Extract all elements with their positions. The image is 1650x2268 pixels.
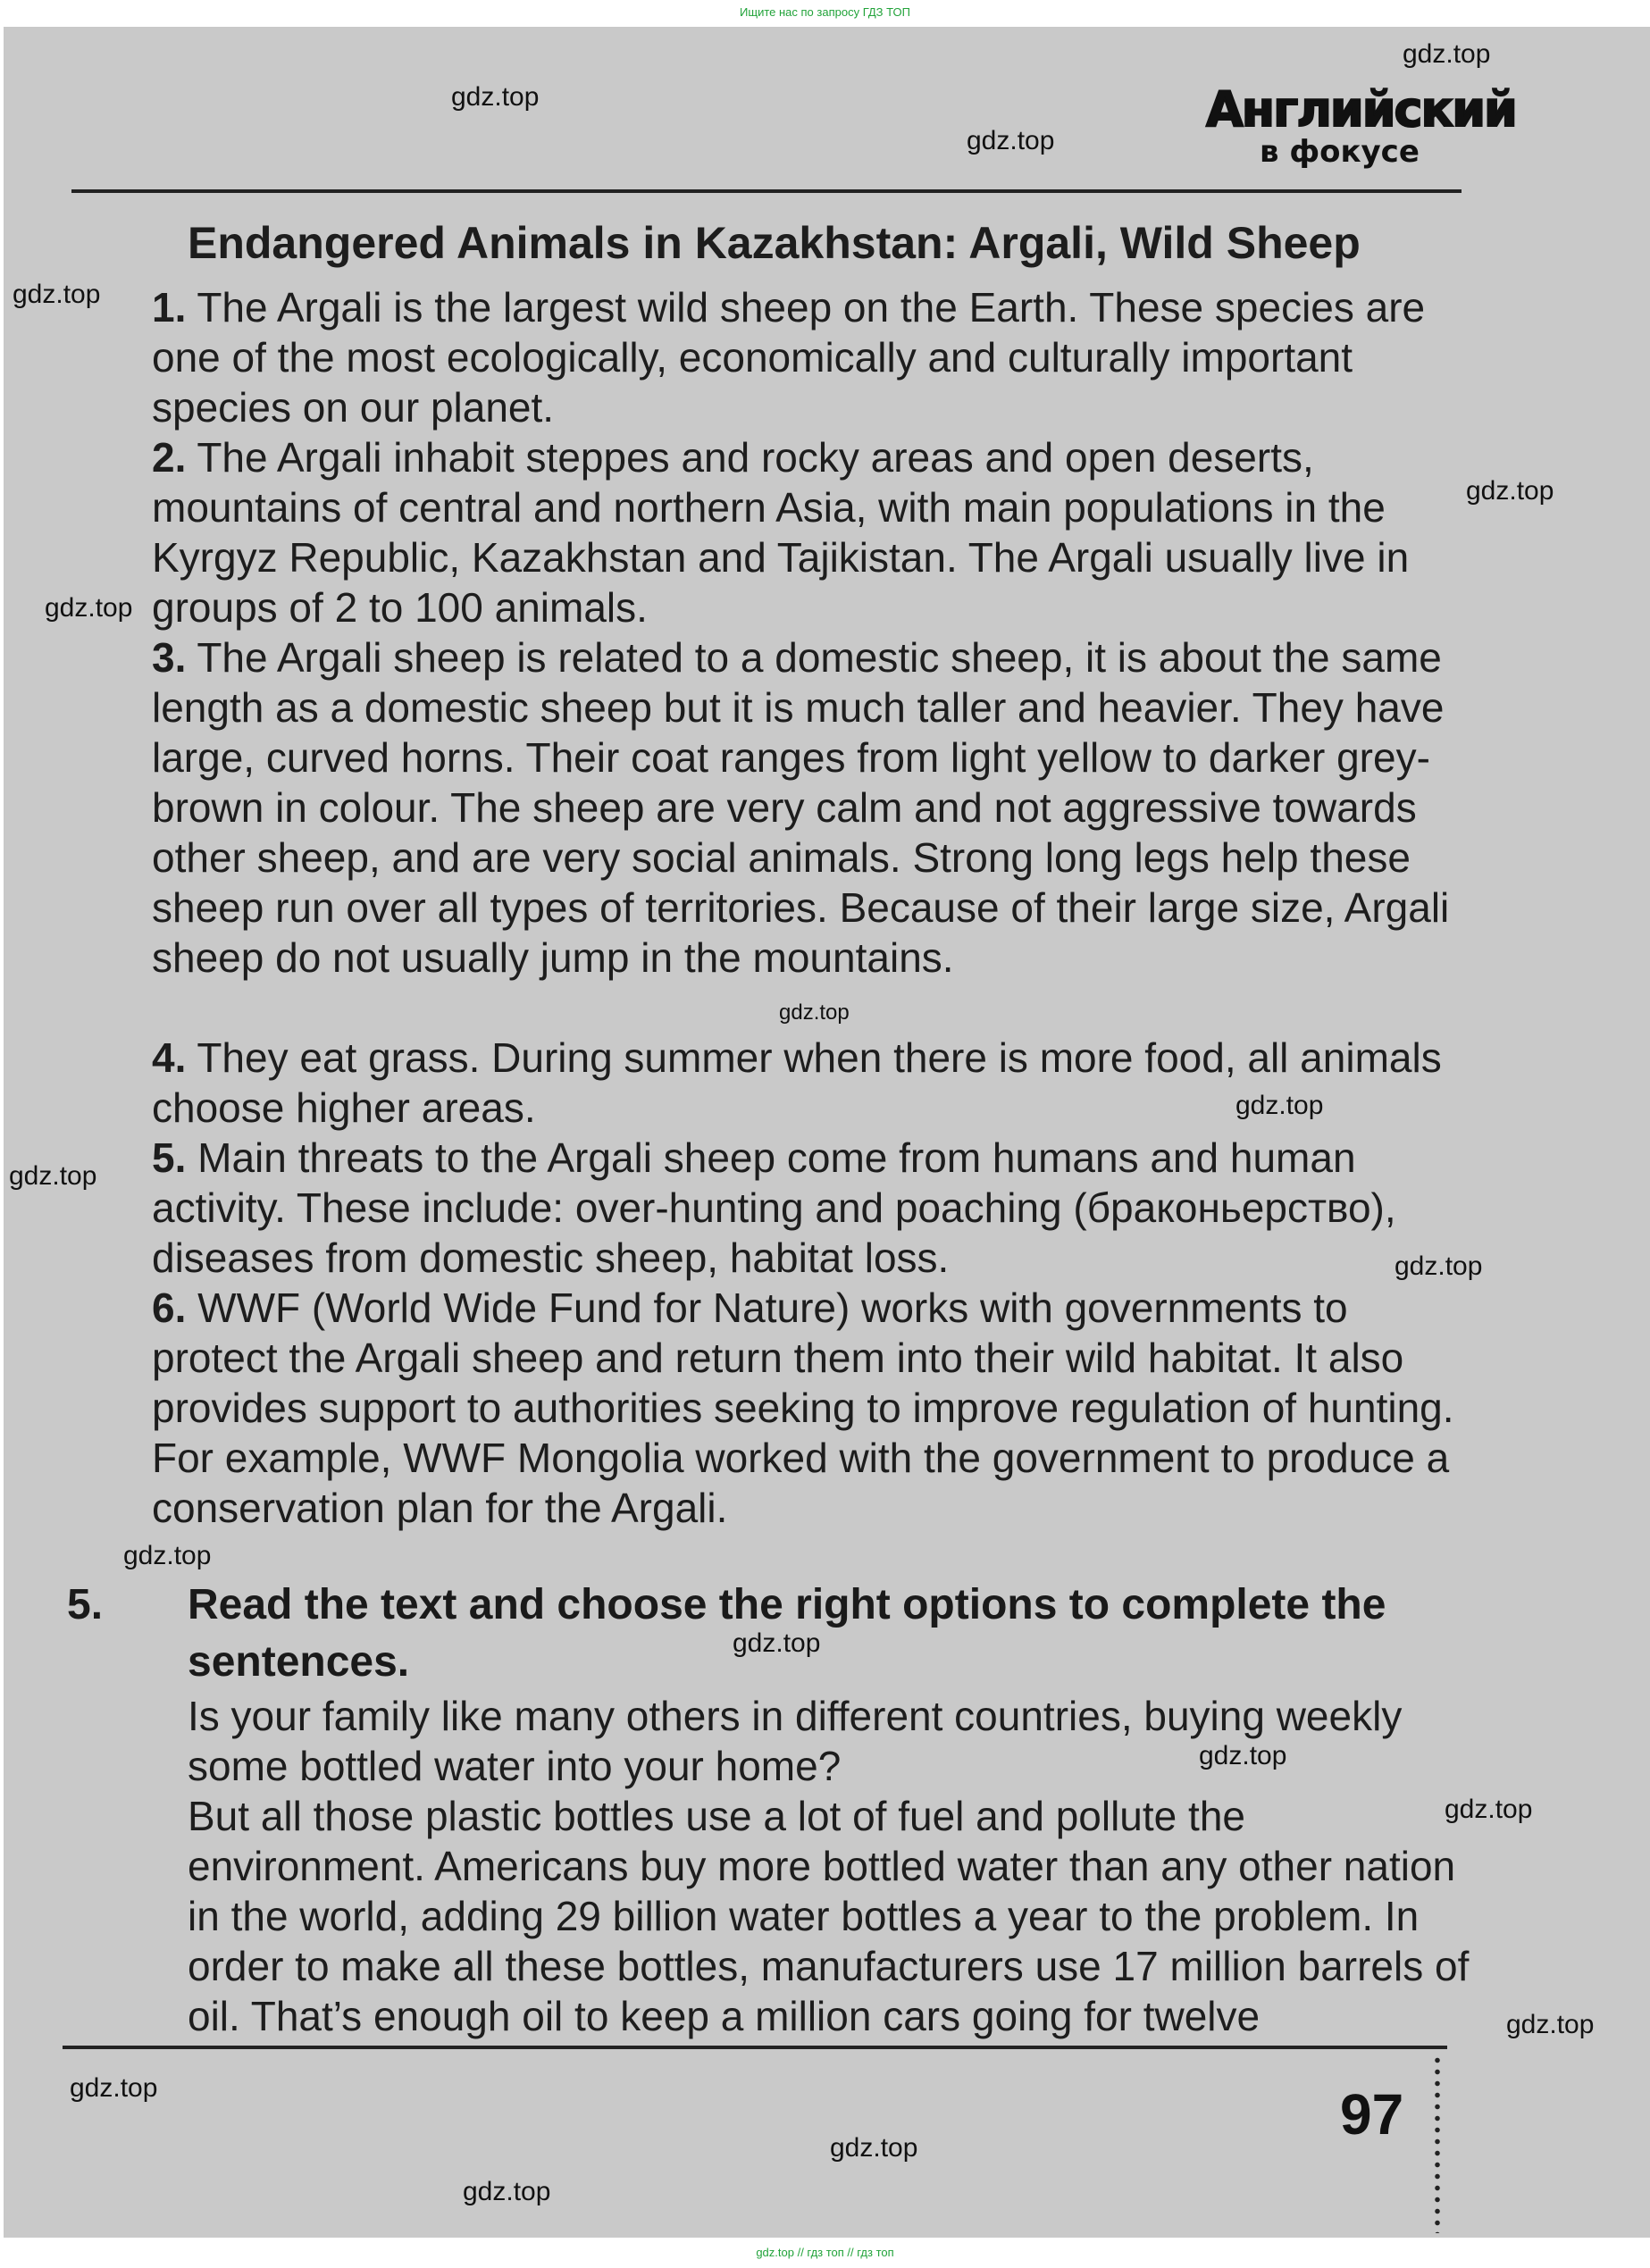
watermark: gdz.top [1445, 1795, 1533, 1824]
paragraph-number: 1. [152, 284, 187, 331]
watermark: gdz.top [1466, 476, 1554, 506]
paragraph-text: WWF (World Wide Fund for Nature) works with governments to protect the Argali sheep and return them into their wild habitat. It also provides support to authorities seeking to improve regulation of hunting. For example, WWF Mongolia worked with the government to produce a conservation plan for the Argali. [152, 1285, 1454, 1531]
logo-main-text: Английский [1206, 81, 1516, 138]
watermark: gdz.top [1403, 39, 1491, 69]
watermark: gdz.top [9, 1161, 97, 1191]
watermark: gdz.top [779, 1000, 850, 1025]
paragraph-number: 3. [152, 634, 187, 681]
paragraph-number: 6. [152, 1285, 187, 1331]
paragraph-number: 4. [152, 1034, 187, 1081]
watermark: gdz.top [733, 1628, 821, 1658]
page-edge-dots [1434, 2055, 1441, 2233]
textbook-logo [1206, 79, 1516, 177]
watermark: gdz.top [123, 1541, 212, 1570]
paragraph-3 [152, 632, 1465, 983]
page-number: 97 [1340, 2082, 1404, 2147]
watermark: gdz.top [1199, 1741, 1287, 1770]
task-number: 5. [67, 1581, 104, 1628]
task-text: But all those plastic bottles use a lot of fuel and pollute the environment. Americans buy more bottled water than any other nation in the world, adding 29 billion water bottles a year to the problem. In order to make all these bottles, manufacturers use 17 million barrels of oil. That’s enough oil to keep a million cars going for twelve [188, 1793, 1470, 2039]
watermark: gdz.top [70, 2073, 158, 2103]
paragraph-text: Main threats to the Argali sheep come from humans and human activity. These include: over-hunting and poaching (браконьерство), diseases from domestic sheep, habitat loss. [152, 1134, 1396, 1281]
bottom-banner[interactable]: gdz.top // гдз топ // гдз топ [756, 2246, 894, 2259]
paragraph-5 [152, 1133, 1465, 1283]
header-rule [71, 189, 1462, 193]
watermark: gdz.top [1235, 1091, 1324, 1120]
task-instruction: Read the text and choose the right options to complete the sentences. [188, 1581, 1386, 1686]
paragraph-number: 5. [152, 1134, 187, 1181]
paragraph-text: The Argali sheep is related to a domestic sheep, it is about the same length as a domestic sheep but it is much taller and heavier. They have large, curved horns. Their coat ranges from light yellow to darker grey-brown in colour. The sheep are very calm and not aggressive towards other sheep, and are very social animals. Strong long legs help these sheep run over all types of territories. Because of their large size, Argali sheep do not usually jump in the mountains. [152, 634, 1450, 981]
watermark: gdz.top [451, 82, 540, 112]
watermark: gdz.top [45, 593, 133, 623]
watermark: gdz.top [1506, 2010, 1595, 2039]
paragraph-number: 2. [152, 434, 187, 481]
article-title: Endangered Animals in Kazakhstan: Argali, Wild Sheep [188, 218, 1361, 268]
watermark: gdz.top [1395, 1251, 1483, 1281]
watermark: gdz.top [463, 2177, 551, 2206]
logo-sub-text: в фокусе [1260, 134, 1420, 170]
watermark: gdz.top [830, 2133, 918, 2163]
watermark: gdz.top [13, 280, 101, 309]
paragraph-text: They eat grass. During summer when there is more food, all animals choose higher areas. [152, 1034, 1442, 1131]
paragraph-text: The Argali is the largest wild sheep on the Earth. These species are one of the most ecologically, economically and culturally important species on our planet. [152, 284, 1426, 431]
paragraph-1 [152, 282, 1465, 432]
task-question: Is your family like many others in different countries, buying weekly some bottled water into your home? [188, 1693, 1403, 1789]
paragraph-text: The Argali inhabit steppes and rocky areas and open deserts, mountains of central and northern Asia, with main populations in the Kyrgyz Republic, Kazakhstan and Tajikistan. The Argali usually live in groups of 2 to 100 animals. [152, 434, 1410, 631]
footer-rule [63, 2046, 1447, 2049]
paragraph-6 [152, 1283, 1465, 1533]
top-banner[interactable]: Ищите нас по запросу ГДЗ ТОП [740, 5, 910, 19]
watermark: gdz.top [967, 126, 1055, 155]
paragraph-2 [152, 432, 1465, 632]
